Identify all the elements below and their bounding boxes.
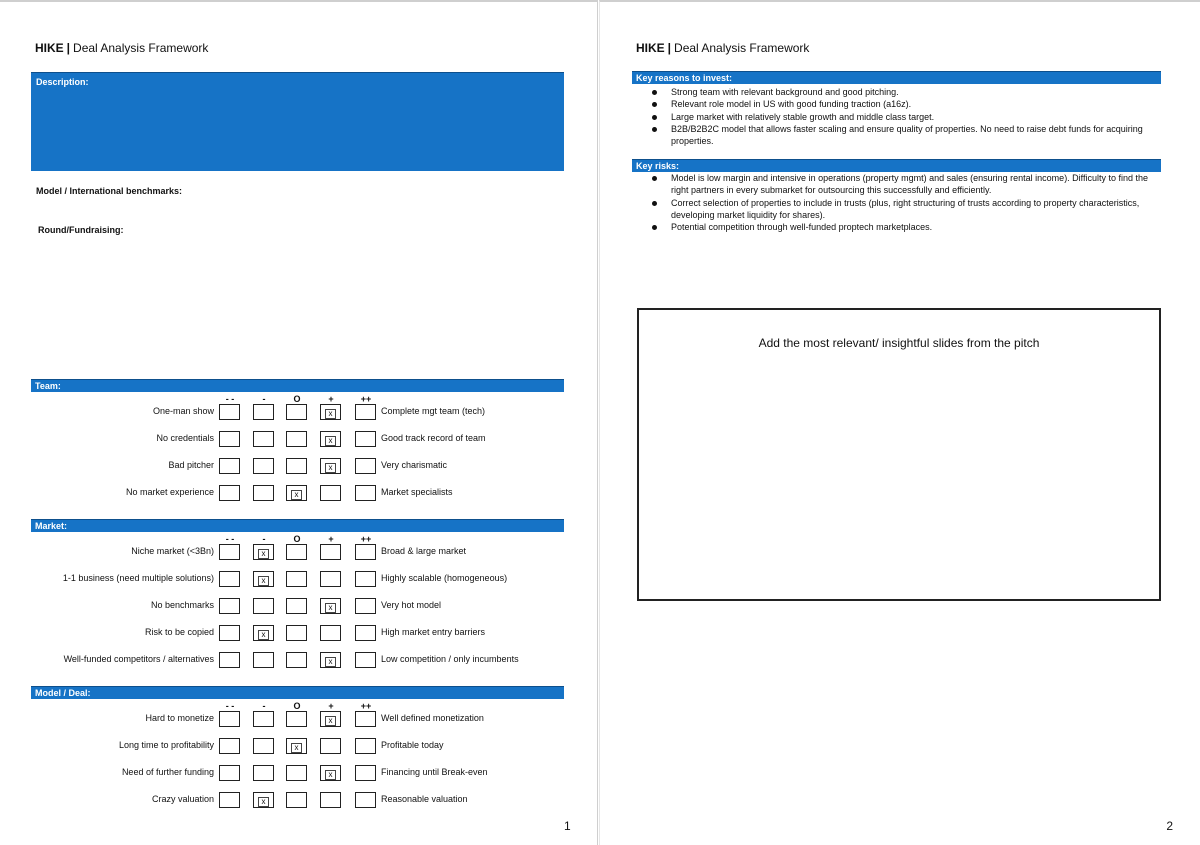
scale-label: - xyxy=(262,534,266,544)
rating-checkbox[interactable] xyxy=(286,652,307,668)
header-separator: | xyxy=(667,41,672,55)
positive-criterion: Broad & large market xyxy=(381,546,467,556)
bullet-dot-icon xyxy=(652,115,657,120)
check-mark: x xyxy=(258,630,269,640)
rating-checkbox[interactable] xyxy=(286,711,307,727)
negative-criterion: Well-funded competitors / alternatives xyxy=(63,654,214,664)
rating-checkbox[interactable] xyxy=(286,544,307,560)
rating-checkbox[interactable] xyxy=(286,431,307,447)
rating-checkbox[interactable] xyxy=(320,625,341,641)
rating-checkbox[interactable] xyxy=(286,485,307,501)
check-mark: x xyxy=(258,549,269,559)
check-mark: x xyxy=(325,463,336,473)
bullet-dot-icon xyxy=(652,102,657,107)
check-mark: x xyxy=(325,657,336,667)
check-mark: x xyxy=(325,716,336,726)
scale-label: ++ xyxy=(360,701,372,711)
scale-label: O xyxy=(293,701,301,711)
rating-row xyxy=(0,544,598,560)
scale-label: O xyxy=(293,394,301,404)
rating-row xyxy=(0,458,598,474)
rating-row xyxy=(0,571,598,587)
rating-checkbox[interactable] xyxy=(253,544,274,560)
rating-checkbox[interactable] xyxy=(355,544,376,560)
rating-checkbox[interactable] xyxy=(355,458,376,474)
positive-criterion: Well defined monetization xyxy=(381,713,484,723)
rating-row xyxy=(0,792,598,808)
check-mark: x xyxy=(325,770,336,780)
check-mark: x xyxy=(325,436,336,446)
rating-checkbox[interactable] xyxy=(253,598,274,614)
rating-checkbox[interactable] xyxy=(286,792,307,808)
positive-criterion: Good track record of team xyxy=(381,433,486,443)
rating-checkbox[interactable] xyxy=(355,571,376,587)
rating-checkbox[interactable] xyxy=(253,458,274,474)
rating-checkbox[interactable] xyxy=(253,485,274,501)
negative-criterion: Niche market (<3Bn) xyxy=(131,546,214,556)
bullet-text: Large market with relatively stable growth and middle class target. xyxy=(671,111,935,122)
document-title: Deal Analysis Framework xyxy=(73,41,209,55)
rating-row xyxy=(0,404,598,420)
risks-header: Key risks: xyxy=(632,159,1161,172)
description-label: Description: xyxy=(36,77,89,87)
rating-checkbox[interactable] xyxy=(219,792,240,808)
scale-label: O xyxy=(293,534,301,544)
rating-checkbox[interactable] xyxy=(253,652,274,668)
rating-row xyxy=(0,711,598,727)
check-mark: x xyxy=(258,576,269,586)
negative-criterion: Bad pitcher xyxy=(168,460,214,470)
rating-checkbox[interactable] xyxy=(320,652,341,668)
bullet-dot-icon xyxy=(652,225,657,230)
risks-list xyxy=(632,172,1161,233)
rating-checkbox[interactable] xyxy=(355,404,376,420)
negative-criterion: Need of further funding xyxy=(121,767,214,777)
positive-criterion: Very charismatic xyxy=(381,460,448,470)
positive-criterion: Financing until Break-even xyxy=(381,767,488,777)
rating-checkbox[interactable] xyxy=(286,765,307,781)
positive-criterion: Highly scalable (homogeneous) xyxy=(381,573,508,583)
rating-checkbox[interactable] xyxy=(219,711,240,727)
check-mark: x xyxy=(258,797,269,807)
positive-criterion: Very hot model xyxy=(381,600,442,610)
document-title: Deal Analysis Framework xyxy=(674,41,810,55)
slides-placeholder-text: Add the most relevant/ insightful slides from the pitch xyxy=(758,336,1040,350)
bullet-text: B2B/B2B2C model that allows faster scaling and ensure quality of properties. No need to raise debt funds for acquiring properties. xyxy=(671,123,1143,147)
page-2-header xyxy=(636,41,809,55)
reasons-header: Key reasons to invest: xyxy=(632,71,1161,84)
bullet-dot-icon xyxy=(652,127,657,132)
rating-checkbox[interactable] xyxy=(355,485,376,501)
rating-checkbox[interactable] xyxy=(355,738,376,754)
brand-name: HIKE xyxy=(636,41,665,55)
rating-checkbox[interactable] xyxy=(219,571,240,587)
rating-checkbox[interactable] xyxy=(253,765,274,781)
rating-checkbox[interactable] xyxy=(320,431,341,447)
negative-criterion: Risk to be copied xyxy=(144,627,214,637)
bullet-dot-icon xyxy=(652,90,657,95)
positive-criterion: Low competition / only incumbents xyxy=(381,654,519,664)
bullet-text: Correct selection of properties to include in trusts (plus, right structuring of trusts according to property characteristics, developing market liquidity for shares). xyxy=(671,197,1140,220)
bullet-item xyxy=(632,98,1161,110)
rating-checkbox[interactable] xyxy=(355,652,376,668)
rating-checkbox[interactable] xyxy=(320,404,341,420)
bullet-item xyxy=(632,86,1161,98)
rating-checkbox[interactable] xyxy=(286,571,307,587)
rating-checkbox[interactable] xyxy=(355,792,376,808)
rating-checkbox[interactable] xyxy=(355,625,376,641)
rating-checkbox[interactable] xyxy=(219,544,240,560)
rating-checkbox[interactable] xyxy=(320,711,341,727)
rating-checkbox[interactable] xyxy=(355,711,376,727)
negative-criterion: 1-1 business (need multiple solutions) xyxy=(62,573,214,583)
scale-label: - - xyxy=(225,701,235,711)
bullet-text: Relevant role model in US with good funding traction (a16z). xyxy=(671,99,912,110)
scale-label: - - xyxy=(225,534,235,544)
scale-header xyxy=(0,394,598,404)
rating-checkbox[interactable] xyxy=(320,458,341,474)
positive-criterion: Reasonable valuation xyxy=(381,794,468,804)
rating-checkbox[interactable] xyxy=(320,792,341,808)
page-1 xyxy=(0,0,598,845)
rating-row xyxy=(0,625,598,641)
rating-row xyxy=(0,738,598,754)
rating-checkbox[interactable] xyxy=(219,738,240,754)
negative-criterion: No market experience xyxy=(125,487,214,497)
rating-checkbox[interactable] xyxy=(219,485,240,501)
bullet-text: Model is low margin and intensive in operations (property mgmt) and sales (ensuring rental income). Difficulty to find the right partners in every submarket for outsourcing this successfully and efficiently. xyxy=(671,173,1149,196)
rating-checkbox[interactable] xyxy=(253,792,274,808)
bullet-item xyxy=(632,123,1161,148)
bullet-item xyxy=(632,172,1161,197)
check-mark: x xyxy=(325,603,336,613)
rating-checkbox[interactable] xyxy=(253,738,274,754)
pitch-slides-placeholder[interactable] xyxy=(637,308,1161,601)
rating-checkbox[interactable] xyxy=(253,431,274,447)
negative-criterion: Crazy valuation xyxy=(151,794,214,804)
page-number: 2 xyxy=(1166,819,1173,833)
rating-checkbox[interactable] xyxy=(286,458,307,474)
bullet-dot-icon xyxy=(652,176,657,181)
rating-checkbox[interactable] xyxy=(253,625,274,641)
rating-checkbox[interactable] xyxy=(286,738,307,754)
rating-checkbox[interactable] xyxy=(320,571,341,587)
positive-criterion: Profitable today xyxy=(381,740,444,750)
rating-row xyxy=(0,652,598,668)
scale-label: + xyxy=(328,534,334,544)
bullet-item xyxy=(632,221,1161,233)
rating-checkbox[interactable] xyxy=(286,625,307,641)
check-mark: x xyxy=(325,409,336,419)
bullet-item xyxy=(632,111,1161,123)
negative-criterion: Long time to profitability xyxy=(118,740,214,750)
header-separator: | xyxy=(66,41,71,55)
rating-checkbox[interactable] xyxy=(219,765,240,781)
section-header: Market: xyxy=(31,519,564,532)
section-header: Team: xyxy=(31,379,564,392)
rating-checkbox[interactable] xyxy=(355,431,376,447)
scale-label: - xyxy=(262,701,266,711)
reasons-list xyxy=(632,86,1161,147)
page-number: 1 xyxy=(564,819,571,833)
round-label: Round/Fundraising: xyxy=(38,225,124,235)
rating-checkbox[interactable] xyxy=(320,738,341,754)
negative-criterion: Hard to monetize xyxy=(145,713,214,723)
rating-checkbox[interactable] xyxy=(219,458,240,474)
rating-checkbox[interactable] xyxy=(219,652,240,668)
positive-criterion: High market entry barriers xyxy=(381,627,486,637)
positive-criterion: Market specialists xyxy=(381,487,453,497)
rating-checkbox[interactable] xyxy=(219,431,240,447)
rating-checkbox[interactable] xyxy=(219,598,240,614)
rating-row xyxy=(0,431,598,447)
rating-checkbox[interactable] xyxy=(219,625,240,641)
scale-label: - xyxy=(262,394,266,404)
scale-label: ++ xyxy=(360,534,372,544)
description-box[interactable] xyxy=(31,72,564,171)
scale-label: + xyxy=(328,394,334,404)
bullet-item xyxy=(632,197,1161,222)
rating-checkbox[interactable] xyxy=(320,544,341,560)
bullet-text: Strong team with relevant background and good pitching. xyxy=(671,87,899,97)
positive-criterion: Complete mgt team (tech) xyxy=(381,406,486,416)
rating-checkbox[interactable] xyxy=(320,485,341,501)
scale-label: ++ xyxy=(360,394,372,404)
bullet-text: Potential competition through well-funded proptech marketplaces. xyxy=(671,222,933,233)
negative-criterion: One-man show xyxy=(152,406,214,416)
rating-checkbox[interactable] xyxy=(320,598,341,614)
rating-row xyxy=(0,765,598,781)
rating-row xyxy=(0,598,598,614)
rating-checkbox[interactable] xyxy=(355,765,376,781)
rating-checkbox[interactable] xyxy=(320,765,341,781)
negative-criterion: No credentials xyxy=(156,433,214,443)
page-1-header xyxy=(35,41,208,55)
rating-checkbox[interactable] xyxy=(355,598,376,614)
negative-criterion: No benchmarks xyxy=(150,600,214,610)
rating-checkbox[interactable] xyxy=(286,404,307,420)
scale-label: - - xyxy=(225,394,235,404)
brand-name: HIKE xyxy=(35,41,64,55)
rating-checkbox[interactable] xyxy=(286,598,307,614)
check-mark: x xyxy=(291,743,302,753)
rating-checkbox[interactable] xyxy=(253,571,274,587)
section-header: Model / Deal: xyxy=(31,686,564,699)
check-mark: x xyxy=(291,490,302,500)
rating-checkbox[interactable] xyxy=(219,404,240,420)
scale-header xyxy=(0,534,598,544)
rating-checkbox[interactable] xyxy=(253,711,274,727)
benchmarks-label: Model / International benchmarks: xyxy=(36,186,183,196)
bullet-dot-icon xyxy=(652,201,657,206)
rating-checkbox[interactable] xyxy=(253,404,274,420)
rating-row xyxy=(0,485,598,501)
scale-header xyxy=(0,701,598,711)
scale-label: + xyxy=(328,701,334,711)
